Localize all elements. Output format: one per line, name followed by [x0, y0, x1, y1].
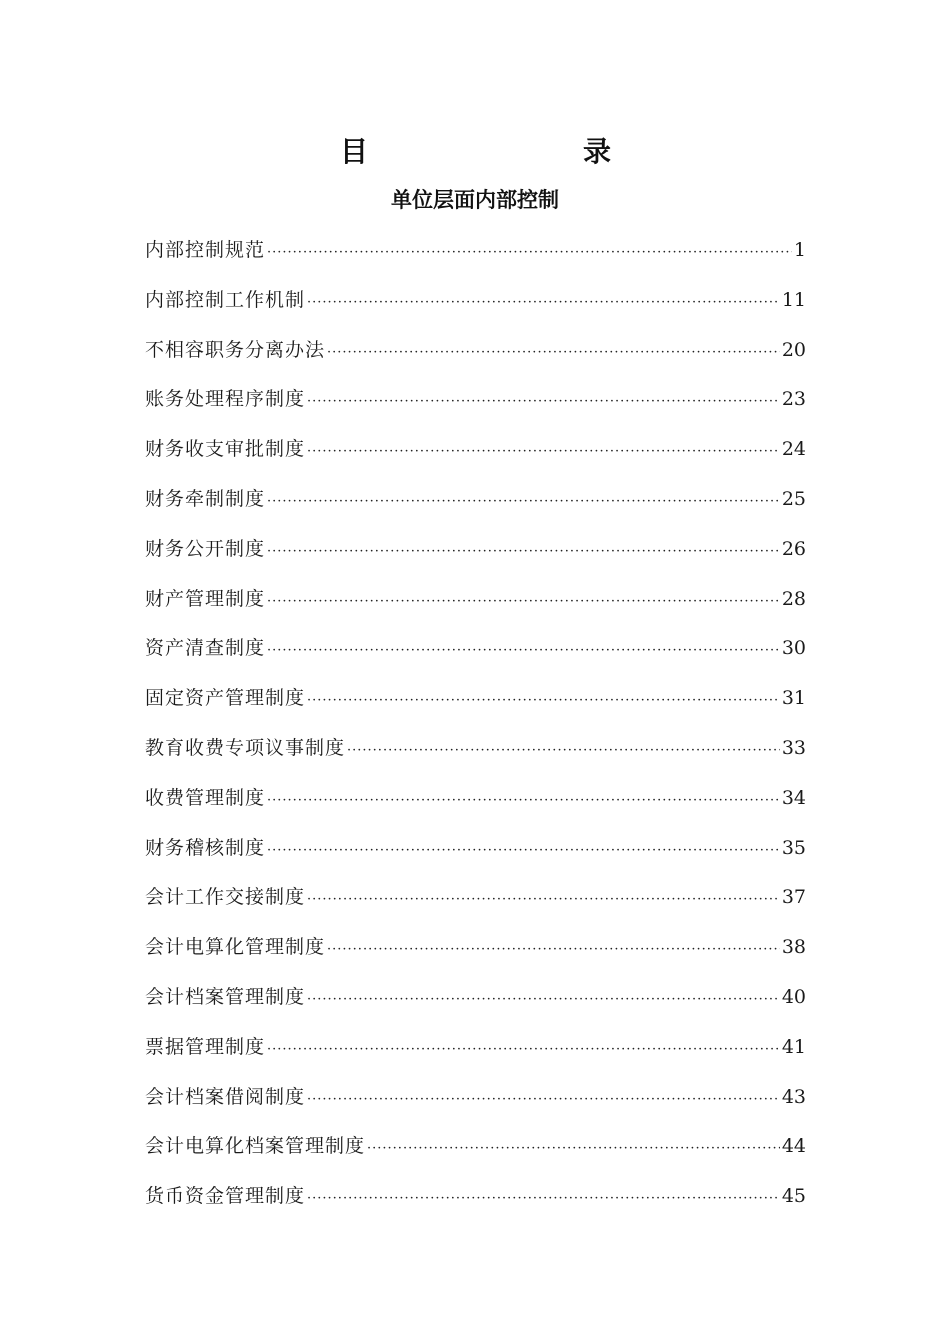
toc-entry[interactable]	[145, 332, 806, 382]
toc-entry[interactable]	[145, 381, 806, 431]
toc-entry[interactable]	[145, 431, 806, 481]
toc-dot-leader	[367, 1131, 780, 1167]
toc-dot-leader	[347, 733, 780, 769]
toc-entry-page-number: 25	[781, 487, 806, 510]
toc-entry[interactable]	[145, 780, 806, 830]
toc-entry-label: 会计电算化档案管理制度	[145, 1135, 366, 1158]
toc-entry-label: 内部控制工作机制	[145, 288, 306, 311]
toc-entry-page-number: 38	[781, 936, 806, 959]
toc-entry-page-number: 23	[781, 388, 806, 411]
toc-entry-page-number: 37	[781, 886, 806, 909]
page-title	[0, 132, 950, 172]
toc-dot-leader	[267, 1032, 780, 1068]
toc-entry-page-number: 1	[793, 239, 806, 261]
toc-dot-leader	[327, 932, 780, 968]
toc-dot-leader	[267, 534, 780, 570]
toc-entry-label: 内部控制规范	[145, 239, 266, 261]
toc-entry-label: 不相容职务分离办法	[145, 338, 326, 361]
toc-entry-label: 账务处理程序制度	[145, 388, 306, 411]
toc-entry-label: 固定资产管理制度	[145, 687, 306, 710]
toc-entry[interactable]	[145, 1128, 806, 1178]
toc-entry-page-number: 44	[781, 1135, 806, 1158]
toc-entry[interactable]	[145, 830, 806, 880]
toc-entry-label: 资产清查制度	[145, 637, 266, 660]
toc-entry[interactable]	[145, 282, 806, 332]
toc-entry-label: 会计档案借阅制度	[145, 1085, 306, 1108]
toc-entry-label: 财务收支审批制度	[145, 438, 306, 461]
toc-dot-leader	[267, 584, 780, 620]
toc-entry[interactable]	[145, 630, 806, 680]
toc-entry-page-number: 24	[781, 438, 806, 461]
toc-entry-page-number: 45	[781, 1185, 806, 1208]
toc-entry-label: 会计档案管理制度	[145, 985, 306, 1008]
toc-dot-leader	[307, 882, 780, 918]
toc-dot-leader	[267, 235, 792, 271]
toc-entry-label: 教育收费专项议事制度	[145, 736, 346, 759]
toc-entry-label: 财务稽核制度	[145, 836, 266, 859]
toc-entry-label: 财务公开制度	[145, 537, 266, 560]
toc-entry[interactable]	[145, 531, 806, 581]
toc-dot-leader	[307, 1181, 780, 1217]
toc-dot-leader	[307, 982, 780, 1018]
toc-entry-page-number: 33	[781, 736, 806, 759]
toc-entry-page-number: 35	[781, 836, 806, 859]
toc-entry-label: 票据管理制度	[145, 1035, 266, 1058]
toc-entry-label: 会计电算化管理制度	[145, 936, 326, 959]
toc-entry-label: 财产管理制度	[145, 587, 266, 610]
title-char-left: 目	[340, 135, 369, 168]
toc-entry[interactable]	[145, 481, 806, 531]
table-of-contents	[145, 232, 806, 1228]
toc-dot-leader	[267, 633, 780, 669]
toc-dot-leader	[307, 683, 780, 719]
toc-entry-page-number: 26	[781, 537, 806, 560]
toc-entry[interactable]	[145, 581, 806, 631]
toc-dot-leader	[267, 783, 780, 819]
toc-dot-leader	[267, 833, 780, 869]
toc-dot-leader	[267, 484, 780, 520]
toc-entry-page-number: 40	[781, 985, 806, 1008]
toc-entry[interactable]	[145, 879, 806, 929]
toc-entry-label: 财务牵制制度	[145, 487, 266, 510]
toc-entry[interactable]	[145, 1178, 806, 1228]
toc-entry-page-number: 11	[781, 288, 806, 311]
toc-entry[interactable]	[145, 1079, 806, 1129]
toc-entry[interactable]	[145, 730, 806, 780]
toc-entry[interactable]	[145, 680, 806, 730]
toc-entry-page-number: 28	[781, 587, 806, 610]
toc-entry[interactable]	[145, 1029, 806, 1079]
toc-entry-page-number: 34	[781, 786, 806, 809]
toc-dot-leader	[307, 1082, 780, 1118]
toc-entry[interactable]	[145, 979, 806, 1029]
toc-entry-page-number: 20	[781, 338, 806, 361]
toc-dot-leader	[307, 384, 780, 420]
toc-entry-page-number: 43	[781, 1085, 806, 1108]
title-char-right: 录	[583, 135, 612, 168]
toc-dot-leader	[307, 434, 780, 470]
toc-entry[interactable]	[145, 232, 806, 282]
toc-entry-label: 收费管理制度	[145, 786, 266, 809]
toc-entry-page-number: 30	[781, 637, 806, 660]
toc-dot-leader	[307, 285, 780, 321]
toc-dot-leader	[327, 335, 780, 371]
toc-entry-page-number: 41	[781, 1035, 806, 1058]
toc-entry-label: 会计工作交接制度	[145, 886, 306, 909]
toc-entry-label: 货币资金管理制度	[145, 1185, 306, 1208]
toc-entry[interactable]	[145, 929, 806, 979]
toc-entry-page-number: 31	[781, 687, 806, 710]
section-heading: 单位层面内部控制	[391, 188, 559, 212]
